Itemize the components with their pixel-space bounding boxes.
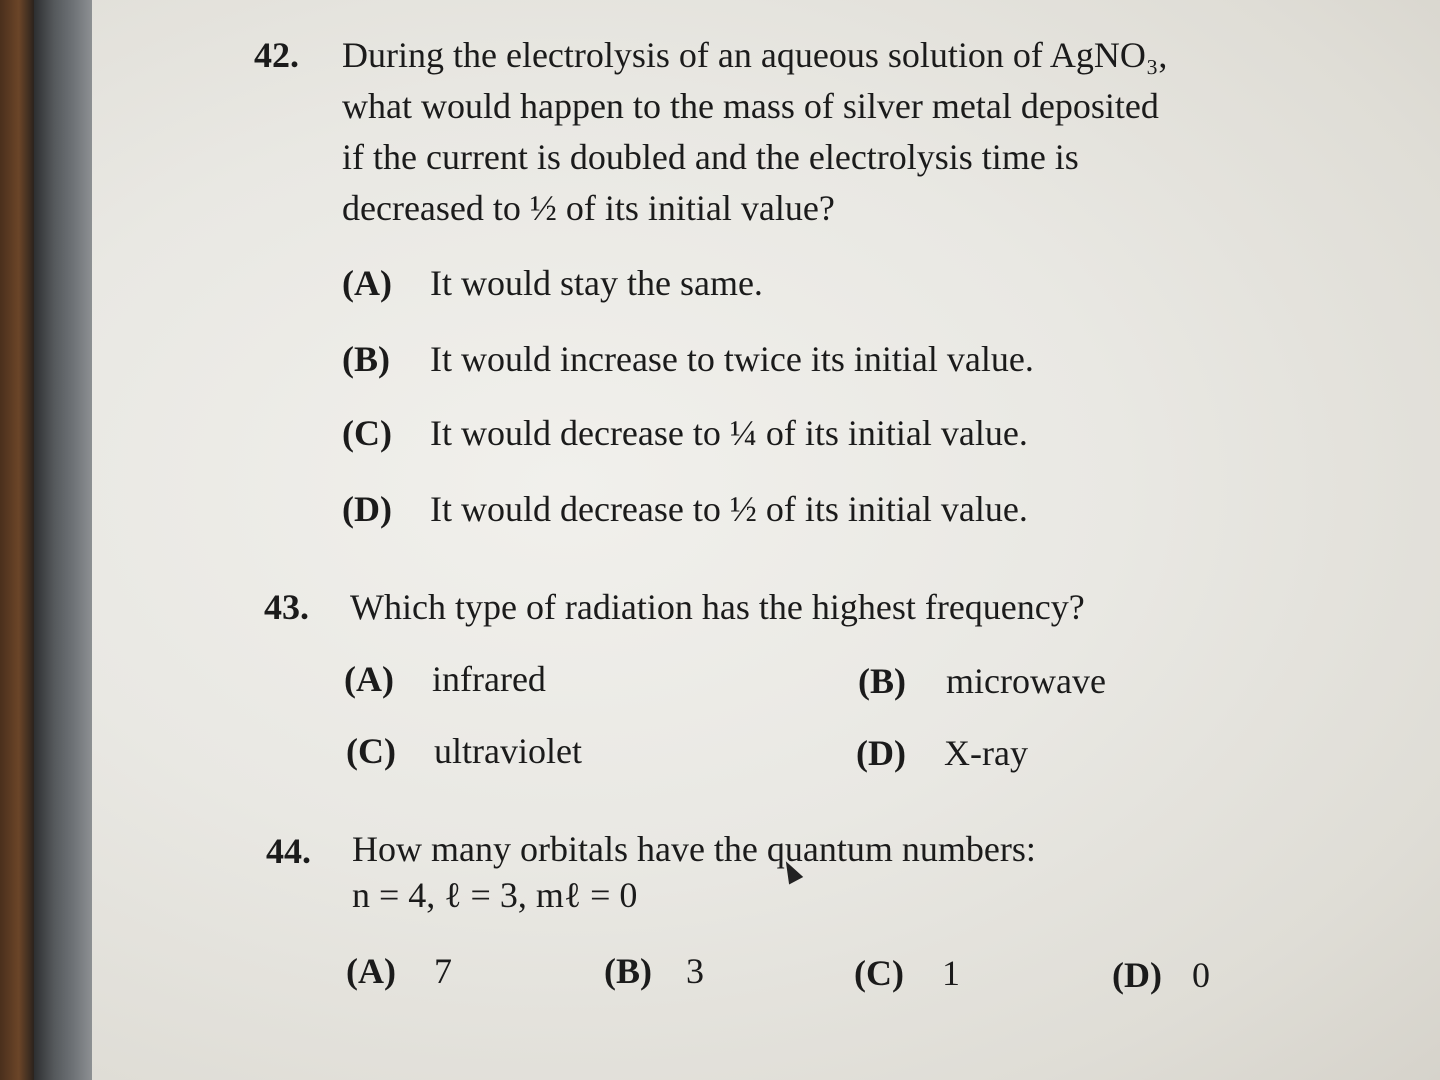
option-letter: (B) xyxy=(342,339,390,379)
option-text: It would stay the same. xyxy=(430,263,763,303)
question-number: 44. xyxy=(266,831,311,871)
option-text: It would decrease to ¼ of its initial value. xyxy=(430,413,1028,453)
option-letter: (D) xyxy=(856,733,906,773)
q43-option-c[interactable] xyxy=(346,730,582,772)
option-text: It would decrease to ½ of its initial value. xyxy=(430,489,1028,529)
option-text: 3 xyxy=(686,951,704,991)
question-text: How many orbitals have the quantum numbers: n = 4, ℓ = 3, mℓ = 0 xyxy=(352,829,1036,915)
q42-option-c[interactable] xyxy=(342,412,1028,454)
question-text: Which type of radiation has the highest frequency? xyxy=(350,587,1085,627)
option-letter: (D) xyxy=(342,489,392,529)
option-letter: (C) xyxy=(346,731,396,771)
option-text: 0 xyxy=(1192,955,1210,995)
option-letter: (B) xyxy=(858,661,906,701)
device-bezel xyxy=(0,0,34,1080)
monitor-frame-edge xyxy=(34,0,92,1080)
q44-option-c[interactable] xyxy=(854,952,960,994)
option-letter: (D) xyxy=(1112,955,1162,995)
q44-option-a[interactable] xyxy=(346,950,452,992)
q44-option-b[interactable] xyxy=(604,950,704,992)
option-text: X-ray xyxy=(944,733,1028,773)
option-letter: (C) xyxy=(342,413,392,453)
q44-option-d[interactable] xyxy=(1112,954,1210,996)
screen xyxy=(92,0,1440,1080)
question-number: 43. xyxy=(264,587,309,627)
option-text: It would increase to twice its initial value. xyxy=(430,339,1034,379)
option-letter: (A) xyxy=(342,263,392,303)
q42-option-d[interactable] xyxy=(342,488,1028,530)
option-letter: (B) xyxy=(604,951,652,991)
question-number: 42. xyxy=(254,35,299,75)
q42-option-b[interactable] xyxy=(342,338,1034,380)
q43-option-d[interactable] xyxy=(856,732,1028,774)
option-letter: (C) xyxy=(854,953,904,993)
option-text: infrared xyxy=(432,659,546,699)
q42-option-a[interactable] xyxy=(342,262,763,304)
option-text: 7 xyxy=(434,951,452,991)
q43-option-b[interactable] xyxy=(858,660,1106,702)
q43-option-a[interactable] xyxy=(344,658,546,700)
option-text: microwave xyxy=(946,661,1106,701)
option-letter: (A) xyxy=(344,659,394,699)
question-text: During the electrolysis of an aqueous solution of AgNO₃, what would happen to the mass of silver metal deposited if the current is doubled and the electrolysis time is decreased to ½ of its initial value? xyxy=(342,35,1168,228)
option-text: 1 xyxy=(942,953,960,993)
option-letter: (A) xyxy=(346,951,396,991)
option-text: ultraviolet xyxy=(434,731,582,771)
